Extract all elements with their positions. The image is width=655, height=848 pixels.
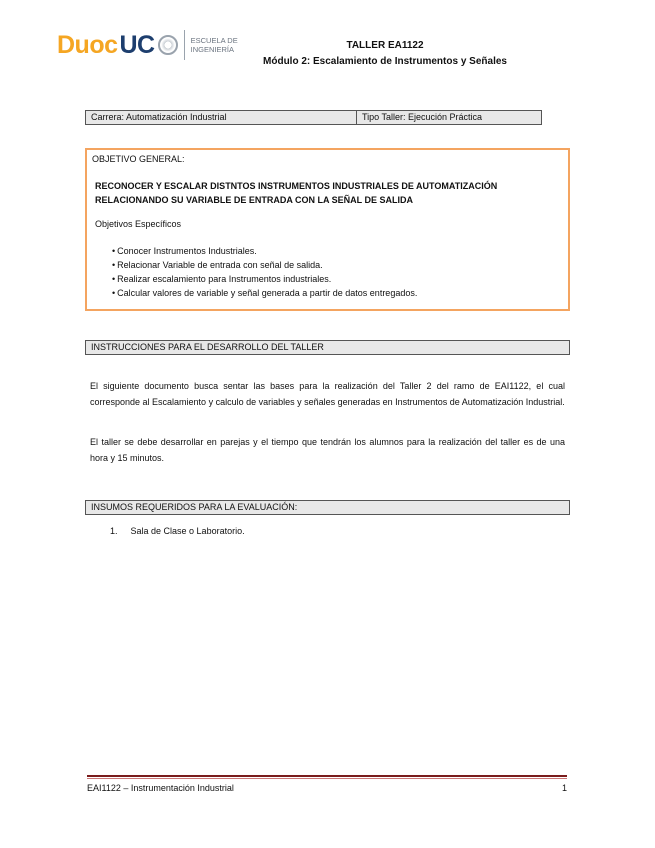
course-info-row	[85, 110, 542, 125]
instructions-heading: INSTRUCCIONES PARA EL DESARROLLO DEL TALLER	[85, 340, 570, 355]
document-subtitle: Módulo 2: Escalamiento de Instrumentos y Señales	[263, 56, 507, 67]
logo-school-line-1: ESCUELA DE	[190, 36, 238, 45]
specific-objectives-list	[112, 244, 417, 300]
list-item	[110, 526, 245, 536]
list-item: • Relacionar Variable de entrada con señal de salida.	[112, 258, 417, 272]
footer-rule	[87, 775, 567, 777]
workshop-type-cell: Tipo Taller: Ejecución Práctica	[362, 112, 483, 122]
logo-school-name	[191, 36, 238, 54]
list-item: • Realizar escalamiento para Instrumentos industriales.	[112, 272, 417, 286]
list-item-number: 1.	[110, 526, 118, 536]
inputs-heading: INSUMOS REQUERIDOS PARA LA EVALUACIÓN:	[85, 500, 570, 515]
page-number: 1	[561, 783, 567, 793]
instructions-paragraph-2: El taller se debe desarrollar en parejas y el tiempo que tendrán los alumnos para la realización del taller es de una hora y 15 minutos.	[90, 437, 565, 463]
objective-general-text: RECONOCER Y ESCALAR DISTNTOS INSTRUMENTOS INDUSTRIALES DE AUTOMATIZACIÓN RELACIONANDO SU VARIABLE DE ENTRADA CON LA SEÑAL DE SALIDA	[95, 181, 498, 205]
specific-objectives-heading: Objetivos Específicos	[95, 219, 182, 229]
career-cell: Carrera: Automatización Industrial	[86, 111, 357, 124]
objective-box	[85, 148, 570, 311]
logo-divider	[184, 30, 185, 60]
document-title: TALLER EA1122	[346, 40, 424, 51]
list-item: • Conocer Instrumentos Industriales.	[112, 244, 417, 258]
objective-heading: OBJETIVO GENERAL:	[92, 154, 185, 164]
footer-rule-thin	[87, 778, 567, 779]
footer-course: EAI1122 – Instrumentación Industrial	[87, 783, 234, 793]
logo-brand-uc: UC	[119, 30, 155, 59]
instructions-paragraph-1: El siguiente documento busca sentar las bases para la realización del Taller 2 del ramo de EAI1122, el cual corresponde al Escalamiento y calculo de variables y señales generadas en Instrumentos de Automatización Industrial.	[90, 381, 565, 407]
logo-school-line-2: INGENIERÍA	[190, 45, 234, 54]
list-item: • Calcular valores de variable y señal generada a partir de datos entregados.	[112, 286, 417, 300]
list-item-text: Sala de Clase o Laboratorio.	[130, 526, 245, 536]
logo-brand-duoc: Duoc	[57, 30, 118, 59]
duoc-uc-logo	[57, 28, 238, 62]
seal-icon	[158, 35, 178, 55]
